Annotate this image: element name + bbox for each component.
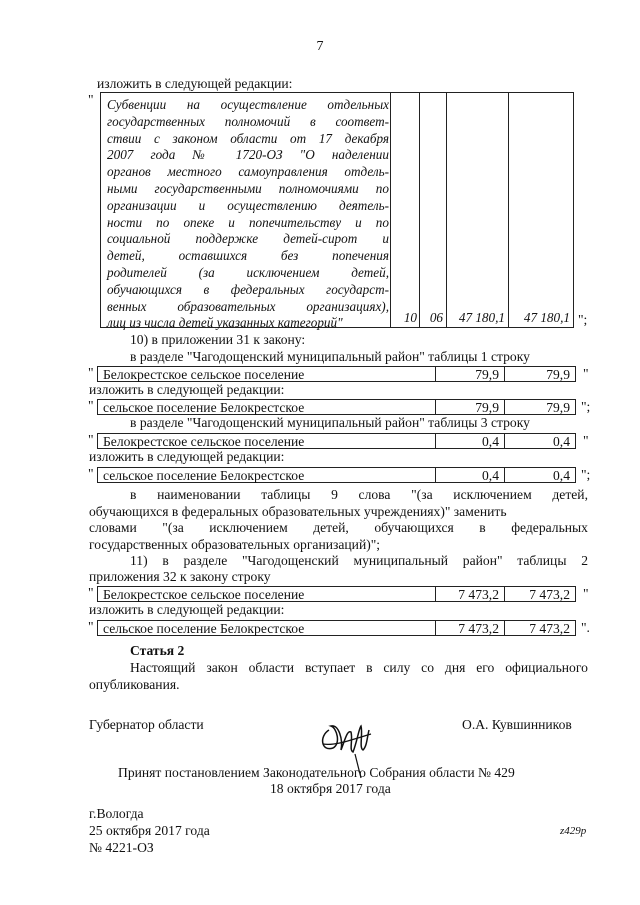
close-quote: " (583, 433, 589, 448)
city: г.Вологда (89, 806, 144, 821)
adopted-line-1: Принят постановлением Законодательного Собрания области № 429 (118, 765, 515, 780)
close-quote: " (583, 366, 589, 381)
signing-date: 25 октября 2017 года (89, 823, 210, 838)
amount-1: 47 180,1 (458, 310, 505, 325)
value-2: 7 473,2 (529, 621, 570, 636)
article-text-end: опубликования. (89, 677, 180, 692)
item-11: 11) в разделе "Чагодощенский муниципальный район" таблицы 2 (130, 553, 588, 568)
value-2: 0,4 (553, 468, 570, 483)
section-code: 10 (403, 310, 417, 325)
table-row (97, 366, 576, 382)
page-number: 7 (316, 39, 324, 54)
document-code: z429p (560, 825, 587, 837)
desc-line: ными государственными полномочиями по (107, 180, 389, 196)
open-quote: " (88, 365, 94, 380)
value-1: 7 473,2 (458, 587, 499, 602)
amount-2: 47 180,1 (523, 310, 570, 325)
intro-text: изложить в следующей редакции: (89, 382, 285, 397)
value-1: 79,9 (475, 400, 499, 415)
open-quote: " (88, 92, 94, 107)
value-2: 0,4 (553, 434, 570, 449)
subvention-description (107, 97, 389, 332)
table-row (97, 467, 576, 483)
open-quote: " (88, 585, 94, 600)
table-row (97, 620, 576, 636)
value-1: 7 473,2 (458, 621, 499, 636)
settlement-name: сельское поселение Белокрестское (103, 400, 305, 415)
open-quote: " (88, 398, 94, 413)
desc-line: ствии с законом области от 17 декабря (107, 130, 389, 146)
item-10: 10) в приложении 31 к закону: (130, 332, 306, 347)
open-quote: " (88, 619, 94, 634)
desc-line: 2007 года № 1720-ОЗ "О наделении (107, 147, 389, 163)
value-1: 79,9 (475, 367, 499, 382)
subvention-table (100, 92, 574, 331)
subsection-code: 06 (429, 310, 443, 325)
open-quote: " (88, 432, 94, 447)
close-quote: ". (581, 620, 590, 635)
value-1: 0,4 (482, 434, 499, 449)
desc-line: социальной поддержке детей-сирот и (107, 231, 389, 247)
desc-line: родителей (за исключением детей, (107, 264, 389, 280)
article-text: Настоящий закон области вступает в силу со дня его официального (130, 660, 588, 675)
value-1: 0,4 (482, 468, 499, 483)
settlement-name: сельское поселение Белокрестское (103, 621, 305, 636)
section-table-1: в разделе "Чагодощенский муниципальный район" таблицы 1 строку (130, 349, 530, 364)
close-quote: "; (581, 467, 591, 482)
close-quote: " (583, 586, 589, 601)
value-2: 7 473,2 (529, 587, 570, 602)
intro-text: изложить в следующей редакции: (89, 602, 285, 617)
value-2: 79,9 (546, 367, 570, 382)
close-quote: "; (578, 312, 588, 327)
section-table-3: в разделе "Чагодощенский муниципальный район" таблицы 3 строку (130, 415, 530, 430)
intro-text: изложить в следующей редакции: (97, 76, 293, 91)
settlement-name: Белокрестское сельское поселение (103, 434, 305, 449)
paragraph-line: словами "(за исключением детей, обучающихся в федеральных (89, 520, 588, 535)
article-title: Статья 2 (130, 643, 185, 658)
law-number: № 4221-ОЗ (89, 840, 154, 855)
desc-line: венных образовательных организациях), (107, 298, 389, 314)
paragraph-line: обучающихся в федеральных образовательных учреждениях)" заменить (89, 504, 507, 519)
settlement-name: Белокрестское сельское поселение (103, 367, 305, 382)
settlement-name: сельское поселение Белокрестское (103, 468, 305, 483)
table-row (97, 399, 576, 415)
value-2: 79,9 (546, 400, 570, 415)
governor-label: Губернатор области (89, 717, 204, 732)
desc-line: государственных полномочий в соответ- (107, 113, 389, 129)
paragraph-line: государственных образовательных организаций)"; (89, 537, 381, 552)
governor-name: О.А. Кувшинников (462, 717, 572, 732)
table-row (97, 433, 576, 449)
paragraph-line: приложения 32 к закону строку (89, 569, 271, 584)
settlement-name: Белокрестское сельское поселение (103, 587, 305, 602)
desc-line: Субвенции на осуществление отдельных (107, 97, 389, 112)
desc-line: лиц из числа детей указанных категорий" (107, 315, 343, 331)
intro-text: изложить в следующей редакции: (89, 449, 285, 464)
paragraph-line: в наименовании таблицы 9 слова "(за исключением детей, (130, 487, 588, 502)
close-quote: "; (581, 399, 591, 414)
desc-line: организации и осуществлению деятель- (107, 197, 389, 213)
desc-line: детей, оставшихся без попечения (107, 248, 389, 264)
adopted-line-2: 18 октября 2017 года (270, 781, 391, 796)
open-quote: " (88, 466, 94, 481)
table-row (97, 586, 576, 602)
desc-line: органов местного самоуправления отдель- (107, 164, 389, 180)
desc-line: ности по опеке и попечительству и по (107, 214, 389, 230)
desc-line: обучающихся в федеральных государст- (107, 281, 389, 297)
